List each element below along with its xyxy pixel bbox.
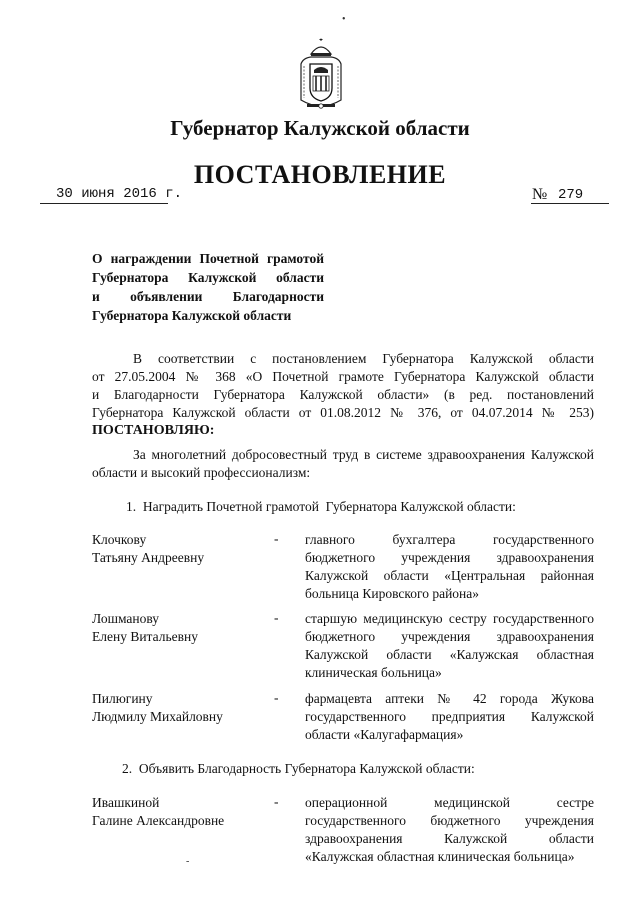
number-label: № [532, 186, 548, 203]
surname: Клочкову [92, 532, 147, 547]
separator-dash: - [274, 690, 279, 705]
surname: Ивашкиной [92, 795, 160, 810]
coat-of-arms-emblem [297, 38, 345, 112]
document-date: 30 июня 2016 г. [56, 186, 183, 202]
position-line: государственного предприятия Калужской [305, 709, 594, 724]
subject-line: О награждении Почетной грамотой [92, 251, 324, 266]
position-line: государственного бюджетного учреждения [305, 813, 594, 828]
separator-dash: - [274, 794, 279, 809]
awardee-name [92, 610, 198, 646]
awardee-name [92, 690, 223, 726]
position-line: бюджетного учреждения здравоохранения [305, 550, 594, 565]
given-names: Людмилу Михайловну [92, 709, 223, 724]
position-line: фармацевта аптеки № 42 города Жукова [305, 691, 594, 706]
scan-speck: - [186, 856, 190, 867]
preamble-line: от 27.05.2004 № 368 «О Почетной грамоте Губернатора Калужской области [92, 369, 594, 384]
intro-paragraph [92, 446, 594, 482]
preamble-paragraph [92, 350, 594, 440]
preamble-line: В соответствии с постановлением Губернатора Калужской области [133, 351, 594, 366]
intro-line: За многолетний добросовестный труд в системе здравоохранения Калужской [133, 447, 594, 462]
surname: Лошманову [92, 611, 160, 626]
thanked-name [92, 794, 224, 830]
scan-speck: • [342, 14, 346, 25]
given-names: Елену Витальевну [92, 629, 198, 644]
awardee-position [305, 690, 594, 744]
given-names: Татьяну Андреевну [92, 550, 205, 565]
number-underline [531, 203, 609, 204]
date-underline [40, 203, 168, 204]
thanked-position [305, 794, 594, 866]
position-line: области «Калугафармация» [305, 727, 464, 742]
position-line: больница Кировского района» [305, 586, 480, 601]
decree-word: ПОСТАНОВЛЯЮ: [92, 423, 215, 438]
preamble-line: Губернатора Калужской области от 01.08.2012 № 376, от 04.07.2014 № 253) [92, 405, 594, 420]
surname: Пилюгину [92, 691, 153, 706]
document-type-title: ПОСТАНОВЛЕНИЕ [193, 160, 447, 189]
given-names: Галине Александровне [92, 813, 225, 828]
position-line: «Калужская областная клиническая больница» [305, 849, 575, 864]
awardee-position [305, 531, 594, 603]
subject-line: и объявлении Благодарности [92, 289, 324, 304]
position-line: здравоохранения Калужской области [305, 831, 594, 846]
awardee-name [92, 531, 204, 567]
preamble-line: и Благодарности Губернатора Калужской области» (в ред. постановлений [92, 387, 594, 402]
position-line: главного бухгалтера государственного [305, 532, 594, 547]
organization-title: Губернатор Калужской области [170, 116, 470, 140]
position-line: Калужской области «Калужская областная [305, 647, 594, 662]
subject-line: Губернатора Калужской области [92, 308, 292, 323]
awardee-position [305, 610, 594, 682]
intro-line: области и высокий профессионализм: [92, 465, 311, 480]
position-line: старшую медицинскую сестру государственного [305, 611, 594, 626]
position-line: операционной медицинской сестре [305, 795, 594, 810]
document-subject [92, 249, 324, 325]
separator-dash: - [274, 610, 279, 625]
thanks-section-heading: 2. Объявить Благодарность Губернатора Калужской области: [122, 761, 475, 776]
separator-dash: - [274, 531, 279, 546]
position-line: Калужской области «Центральная районная [305, 568, 594, 583]
position-line: бюджетного учреждения здравоохранения [305, 629, 594, 644]
document-number: 279 [558, 187, 584, 203]
position-line: клиническая больница» [305, 665, 442, 680]
subject-line: Губернатора Калужской области [92, 270, 324, 285]
award-section-heading: 1. Наградить Почетной грамотой Губернатора Калужской области: [126, 499, 516, 514]
